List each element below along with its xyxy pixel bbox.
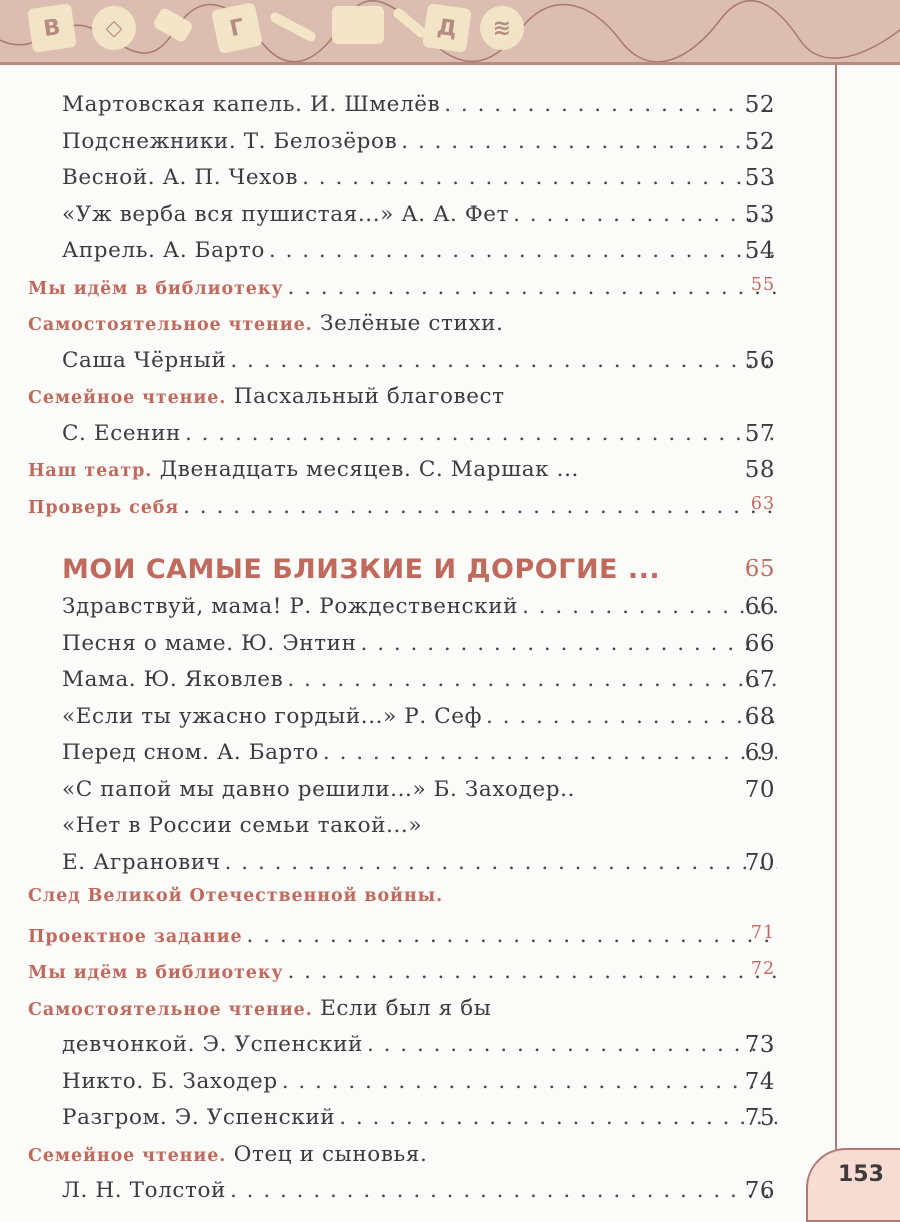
entry-title: Апрель. А. Барто bbox=[62, 238, 265, 263]
page-number: 53 bbox=[744, 165, 775, 191]
section-label: Проектное задание bbox=[28, 926, 243, 947]
toc-entry bbox=[0, 1069, 835, 1106]
toc-section bbox=[0, 384, 835, 421]
entry-title: «Если ты ужасно гордый...» Р. Сеф bbox=[62, 703, 483, 729]
section-label: Проверь себя bbox=[28, 497, 180, 518]
entry-title: Отец и сыновья. bbox=[233, 1141, 428, 1167]
toc-entry bbox=[0, 129, 835, 166]
entry-title: Подснежники. Т. Белозёров bbox=[62, 128, 398, 154]
toc-section bbox=[0, 494, 835, 531]
entry-title: Перед сном. А. Барто bbox=[62, 740, 319, 765]
toc-entry bbox=[0, 1032, 835, 1069]
entry-title: Мартовская капель. И. Шмелёв bbox=[62, 92, 441, 117]
leader-dots bbox=[287, 275, 777, 300]
page-number: 57 bbox=[744, 420, 775, 447]
entry-title: Пасхальный благовест bbox=[233, 384, 505, 409]
entry-title: Здравствуй, мама! Р. Рождественский bbox=[62, 594, 519, 619]
section-label: Семейное чтение. bbox=[28, 388, 227, 408]
toc-entry bbox=[0, 1105, 835, 1142]
page-number: 65 bbox=[744, 556, 775, 582]
table-of-contents bbox=[0, 92, 835, 1215]
page-number: 63 bbox=[750, 493, 775, 514]
leader-dots bbox=[282, 1069, 777, 1094]
leader-dots bbox=[339, 1105, 777, 1130]
entry-title: Если был я бы bbox=[320, 995, 492, 1021]
entry-title: Зелёные стихи. bbox=[320, 311, 504, 336]
toc-section bbox=[0, 886, 835, 923]
letter-G-card-icon: Г bbox=[211, 2, 263, 54]
toc-entry bbox=[0, 594, 835, 631]
page-number: 75 bbox=[744, 1105, 775, 1131]
entry-title: Весной. А. П. Чехов bbox=[62, 165, 299, 190]
chapter-heading bbox=[0, 544, 835, 594]
page-number: 55 bbox=[750, 274, 775, 295]
leader-dots bbox=[287, 959, 777, 984]
leader-dots bbox=[247, 923, 778, 948]
entry-title: Разгром. Э. Успенский bbox=[62, 1105, 336, 1130]
page-number: 70 bbox=[744, 849, 775, 876]
toc-section bbox=[0, 923, 835, 960]
toc-entry bbox=[0, 92, 835, 129]
leader-dots bbox=[269, 238, 777, 263]
entry-title: «Нет в России семьи такой...» bbox=[62, 813, 423, 838]
leader-dots bbox=[225, 850, 777, 875]
leader-dots bbox=[183, 494, 777, 519]
toc-entry bbox=[0, 165, 835, 202]
toc-entry bbox=[0, 202, 835, 239]
toc-entry bbox=[0, 631, 835, 668]
page-number: 69 bbox=[744, 740, 775, 766]
leader-dots bbox=[287, 667, 777, 692]
entry-title: Песня о маме. Ю. Энтин bbox=[62, 630, 357, 656]
entry-title: Саша Чёрный bbox=[62, 347, 227, 373]
toc-section bbox=[0, 1142, 835, 1179]
section-label: След Великой Отечественной войны. bbox=[28, 886, 444, 906]
toc-entry bbox=[0, 777, 835, 814]
toc-section bbox=[0, 959, 835, 996]
page-number-footer: 153 bbox=[838, 1162, 884, 1187]
toc-section bbox=[0, 457, 835, 494]
page-number: 52 bbox=[744, 128, 775, 155]
page-number: 76 bbox=[744, 1178, 775, 1204]
section-label: Самостоятельное чтение. bbox=[28, 315, 313, 335]
entry-title: «С папой мы давно решили...» Б. Заходер.. bbox=[62, 776, 575, 802]
toc-entry bbox=[0, 704, 835, 741]
toc-entry bbox=[0, 421, 835, 458]
toc-entry bbox=[0, 348, 835, 385]
open-book-icon bbox=[332, 6, 384, 44]
page-number: 66 bbox=[744, 630, 775, 657]
entry-title: С. Есенин bbox=[62, 420, 181, 446]
page-number: 74 bbox=[744, 1068, 775, 1095]
entry-title: Двенадцать месяцев. С. Маршак ... bbox=[159, 457, 579, 482]
page-number: 73 bbox=[744, 1032, 775, 1058]
entry-title: Е. Агранович bbox=[62, 849, 221, 875]
section-label: Мы идём в библиотеку bbox=[28, 963, 284, 983]
page-number: 70 bbox=[744, 776, 775, 803]
page-number: 56 bbox=[744, 347, 775, 374]
section-label: Семейное чтение. bbox=[28, 1145, 227, 1166]
leader-dots bbox=[323, 740, 777, 765]
toc-entry bbox=[0, 813, 835, 850]
section-label: Самостоятельное чтение. bbox=[28, 999, 313, 1020]
leader-dots bbox=[367, 1032, 777, 1057]
column-divider bbox=[835, 65, 837, 1155]
leader-dots bbox=[401, 129, 777, 154]
page-number: 53 bbox=[744, 201, 775, 228]
section-label: Наш театр. bbox=[28, 461, 153, 481]
page-number: 72 bbox=[750, 959, 775, 979]
entry-title: «Уж верба вся пушистая...» А. А. Фет bbox=[62, 201, 510, 227]
page-number: 52 bbox=[744, 92, 775, 118]
page-number: 54 bbox=[744, 238, 775, 264]
page-number: 67 bbox=[744, 667, 775, 693]
decorative-header-band bbox=[0, 0, 900, 65]
page-number: 71 bbox=[750, 922, 775, 943]
section-label: Мы идём в библиотеку bbox=[28, 278, 284, 299]
leader-dots bbox=[361, 631, 777, 656]
letter-B-card-icon: В bbox=[27, 3, 77, 53]
chapter-title: МОИ САМЫЕ БЛИЗКИЕ И ДОРОГИЕ ... bbox=[62, 553, 661, 585]
toc-section bbox=[0, 311, 835, 348]
toc-entry bbox=[0, 740, 835, 777]
leader-dots bbox=[230, 348, 777, 373]
leader-dots bbox=[230, 1178, 777, 1203]
tablet-icon: ◇ bbox=[92, 6, 136, 50]
toc-section bbox=[0, 996, 835, 1033]
entry-title: девчонкой. Э. Успенский bbox=[62, 1032, 363, 1057]
leader-dots bbox=[185, 421, 777, 446]
page-number: 68 bbox=[744, 703, 775, 730]
entry-title: Л. Н. Толстой bbox=[62, 1178, 226, 1203]
entry-title: Мама. Ю. Яковлев bbox=[62, 667, 284, 692]
entry-title: Никто. Б. Заходер bbox=[62, 1068, 278, 1094]
toc-entry bbox=[0, 667, 835, 704]
page-number: 66 bbox=[744, 594, 775, 620]
leader-dots bbox=[302, 165, 777, 190]
tablet-icon: ≋ bbox=[480, 6, 524, 50]
toc-section bbox=[0, 275, 835, 312]
toc-entry bbox=[0, 1178, 835, 1215]
page-number: 58 bbox=[744, 457, 775, 483]
letter-D-card-icon: Д bbox=[422, 3, 472, 53]
toc-entry bbox=[0, 850, 835, 887]
toc-entry bbox=[0, 238, 835, 275]
